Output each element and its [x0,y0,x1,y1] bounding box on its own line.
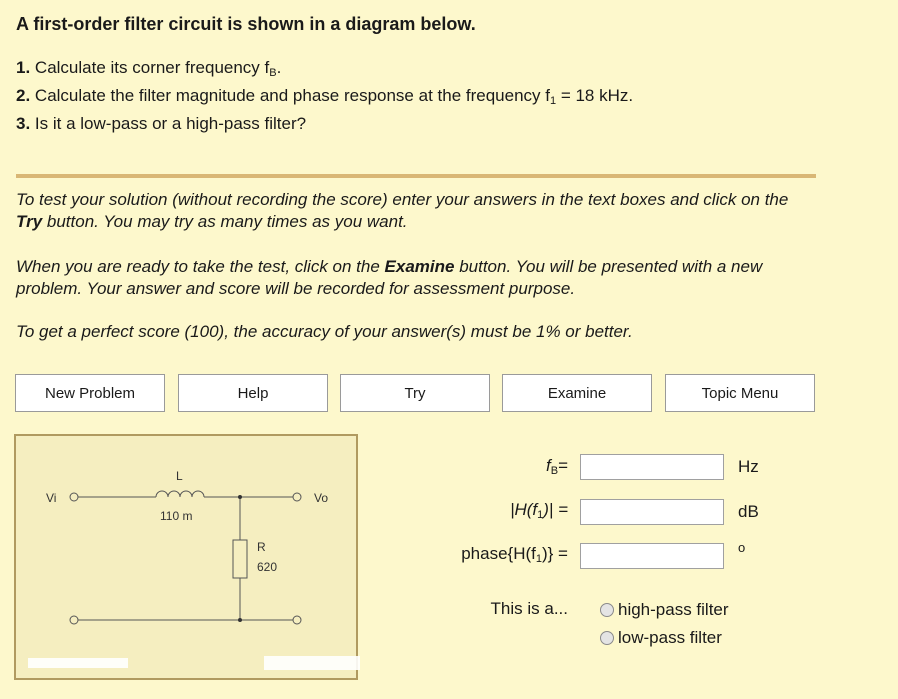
magnitude-unit: dB [738,502,759,521]
section-divider [16,174,816,178]
fb-symbol: f [545,456,551,475]
phase-unit: o [738,540,746,555]
topic-menu-button[interactable]: Topic Menu [665,374,815,412]
high-pass-option[interactable] [600,600,729,620]
question-1 [16,58,281,79]
subscript: B [550,465,559,477]
blurred-overlay [28,658,128,668]
instruction-score: To get a perfect score (100), the accuracy of your answer(s) must be 1% or better. [16,322,633,341]
equals-sign: = [558,456,568,475]
question-3 [16,114,306,134]
resistor-label: R [257,540,266,554]
fb-label [470,456,568,477]
subscript: 1 [549,95,557,107]
try-button[interactable]: Try [340,374,490,412]
instruction-text: To test your solution (without recording the score) enter your answers in the text boxes and click on the [16,190,789,209]
magnitude-text: )| = [543,500,568,519]
subscript: 1 [535,553,542,565]
radio-button-icon[interactable] [600,631,614,645]
question-number: 3. [16,114,31,133]
question-number: 2. [16,86,31,105]
subscript: B [269,67,277,79]
inductor-value: 110 m [160,509,193,523]
resistor-value: 620 [257,560,278,574]
question-2 [16,86,633,107]
vo-label: Vo [314,491,329,505]
phase-text: phase{H(f [461,544,536,563]
instruction-text: When you are ready to take the test, click on the [16,257,385,276]
low-pass-option[interactable] [600,628,722,648]
circuit-schematic [16,436,360,682]
instruction-bold: Try [16,212,43,231]
new-problem-button[interactable]: New Problem [15,374,165,412]
vi-label: Vi [46,491,57,505]
radio-button-icon[interactable] [600,603,614,617]
magnitude-text: |H(f [510,500,538,519]
subscript: 1 [537,509,544,521]
question-tail: . [276,58,282,77]
fb-unit: Hz [738,457,759,476]
page-title: A first-order filter circuit is shown in a diagram below. [16,14,476,34]
question-text: Calculate the filter magnitude and phase response at the frequency f [34,86,550,105]
fb-input[interactable] [580,454,724,480]
instruction-text: button. You may try as many times as you want. [42,212,408,231]
question-text: Calculate its corner frequency f [34,58,270,77]
instruction-text: button. You will be presented with a new problem. Your answer and score will be recorded for assessment purpose. [16,257,763,298]
high-pass-label: high-pass filter [618,600,729,619]
blurred-overlay [264,656,360,670]
phase-text: )} = [542,544,568,563]
examine-button[interactable]: Examine [502,374,652,412]
phase-label [400,544,568,565]
magnitude-input[interactable] [580,499,724,525]
question-number: 1. [16,58,31,77]
circuit-diagram [14,434,358,680]
low-pass-label: low-pass filter [618,628,722,647]
question-text: Is it a low-pass or a high-pass filter? [34,114,307,133]
magnitude-label [440,500,568,521]
this-is-label: This is a... [490,599,568,618]
instruction-try [16,189,816,233]
instruction-examine [16,256,816,300]
help-button[interactable]: Help [178,374,328,412]
instruction-bold: Examine [384,257,455,276]
inductor-label: L [176,469,183,483]
phase-input[interactable] [580,543,724,569]
question-tail: = 18 kHz. [556,86,634,105]
